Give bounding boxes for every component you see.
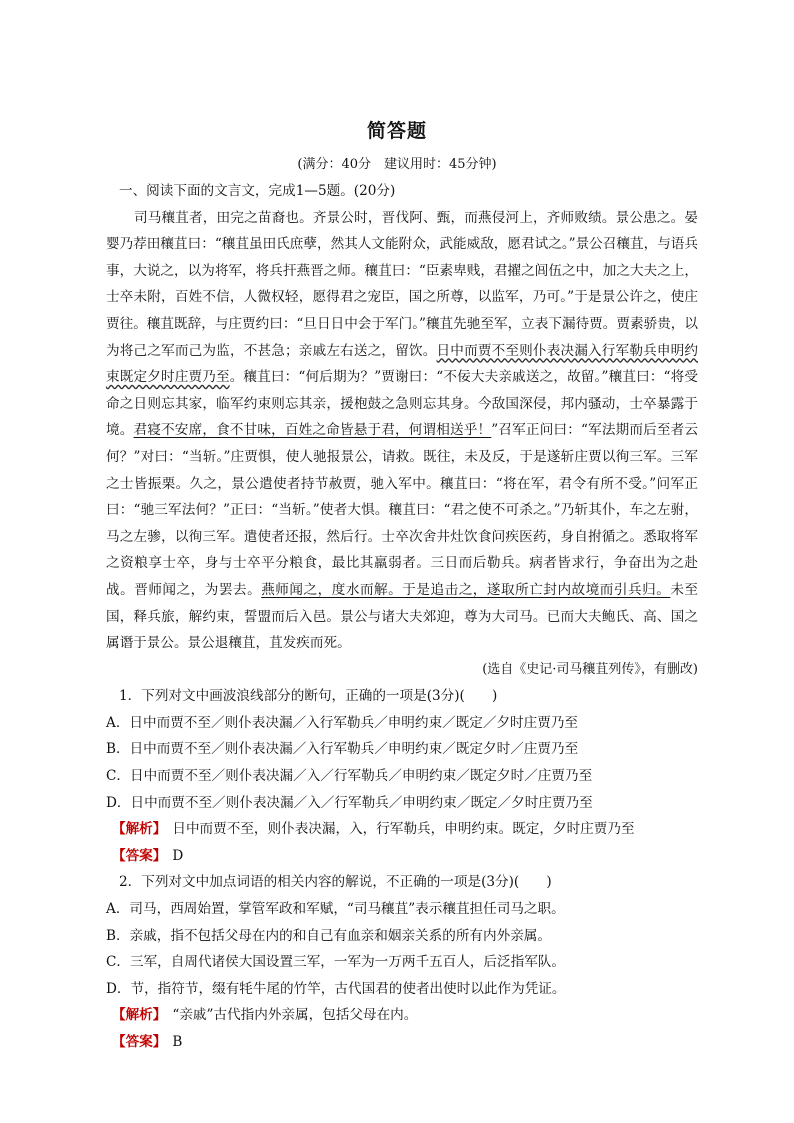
- passage-underline-1: 君寝不安席，食不甘味，百姓之命皆悬于君，何谓相送乎！: [133, 422, 492, 439]
- analysis-line: [106, 816, 698, 843]
- question-2: [106, 869, 698, 1055]
- answer-tag: 【答案】: [112, 1034, 167, 1050]
- passage-part-2: 。穰苴曰：“何后期为？”贾谢曰：“不佞大夫亲戚送之，故留。”穰苴曰：“将受命之日则忘其家，临军约束则忘其亲，援枹鼓之急则忘其身。今敌国深侵，邦内骚动，士卒暴露于境。: [106, 369, 698, 439]
- answer-line: [106, 843, 698, 870]
- answer-tag: 【答案】: [112, 847, 167, 864]
- question-option: B．亲戚，指不包括父母在内的和自己有血亲和姻亲关系的所有内外亲属。: [106, 927, 551, 944]
- answer-text: B: [172, 1034, 183, 1050]
- question-option: C．三军，自周代诸侯大国设置三军，一军为一万两千五百人，后泛指军队。: [106, 954, 565, 971]
- question-option: B．日中而贾不至／则仆表决漏／入行军勒兵／申明约束／既定夕时／庄贾乃至: [106, 741, 579, 758]
- passage-underline-2: 燕师闻之，度水而解。于是追击之，遂取所亡封内故境而引兵归。: [261, 581, 671, 598]
- question-option: A．司马，西周始置，掌管军政和军赋，“司马穰苴”表示穰苴担任司马之职。: [106, 901, 565, 918]
- analysis-text: “亲戚”古代指内外亲属，包括父母在内。: [172, 1007, 418, 1024]
- document-content: [106, 178, 698, 1056]
- analysis-tag: 【解析】: [112, 1007, 167, 1024]
- passage-part-1: 司马穰苴者，田完之苗裔也。齐景公时，晋伐阿、甄，而燕侵河上，齐师败绩。景公患之。晏婴乃荐田穰苴曰：“穰苴虽田氏庶孽，然其人文能附众，武能威敌，愿君试之。”景公召穰苴，与语兵事，大说之，以为将军，将兵扞燕晋之师。穰苴曰：“臣素卑贱，君擢之闾伍之中，加之大夫之上，士卒未附，百姓不信，人微权轻，愿得君之宠臣，国之所尊，以监军，乃可。”于是景公许之，使庄贾往。穰苴既辞，与庄贾约曰：“旦日日中会于军门。”穰苴先驰至军，立表下漏待贾。贾素骄贵，以为将己之军而己为监，不甚急；亲戚左右送之，留饮。: [106, 209, 698, 359]
- page-title: 简答题: [366, 120, 427, 142]
- question-option: A．日中而贾不至／则仆表决漏／入行军勒兵／申明约束／既定／夕时庄贾乃至: [106, 714, 579, 731]
- question-option: D．节，指符节，缀有牦牛尾的竹竿，古代国君的使者出使时以此作为凭证。: [106, 980, 566, 997]
- question-option: C．日中而贾不至／则仆表决漏／入／行军勒兵／申明约束／既定夕时／庄贾乃至: [106, 768, 593, 785]
- page-subtitle: (满分：40分 建议用时：45分钟): [297, 157, 497, 172]
- answer-text: D: [172, 847, 184, 864]
- analysis-line: [106, 1002, 698, 1029]
- question-1: [106, 683, 698, 869]
- question-stem: 2．下列对文中加点词语的相关内容的解说，不正确的一项是(3分)( ): [119, 874, 552, 891]
- passage-part-3: ”召军正问曰：“军法期而后至者云何？”对曰：“当斩。”庄贾惧，使人驰报景公，请救。既往，未及反，于是遂斩庄贾以徇三军。三军之士皆振栗。久之，景公遣使者持节赦贾，驰入军中。穰苴曰：“将在军，君令有所不受。”问军正曰：“驰三军法何？”正曰：“当斩。”使者大惧。穰苴曰：“君之使不可杀之。”乃斩其仆，车之左驸，马之左骖，以徇三军。遣使者还报，然后行。士卒次舍井灶饮食问疾医药，身自拊循之。悉取将军之资粮享士卒，身与士卒平分粮食，最比其羸弱者。三日而后勒兵。病者皆求行，争奋出为之赴战。晋师闻之，为罢去。: [106, 422, 699, 598]
- passage-part-4: 未至国，释兵旅，解约束，誓盟而后入邑。景公与诸大夫郊迎，尊为大司马。已而大夫鲍氏、高、国之属谮于景公。景公退穰苴，苴发疾而死。: [106, 581, 699, 652]
- analysis-tag: 【解析】: [112, 821, 167, 838]
- answer-line: [106, 1029, 698, 1056]
- analysis-text: 日中而贾不至，则仆表决漏，入，行军勒兵，申明约束。既定，夕时庄贾乃至: [172, 821, 635, 838]
- passage-text: [106, 205, 698, 657]
- passage-source: (选自《史记·司马穰苴列传》，有删改): [482, 661, 698, 677]
- question-option: D．日中而贾不至／则仆表决漏／入／行军勒兵／申明约束／既定／夕时庄贾乃至: [106, 794, 593, 811]
- passage-wavy-underline: 日中而贾不至则仆表决漏入行军勒兵申明约束既定夕时庄贾乃至: [106, 342, 699, 386]
- section-heading: 一、阅读下面的文言文，完成1—5题。(20分): [119, 183, 396, 199]
- question-stem: 1．下列对文中画波浪线部分的断句，正确的一项是(3分)( ): [119, 688, 498, 705]
